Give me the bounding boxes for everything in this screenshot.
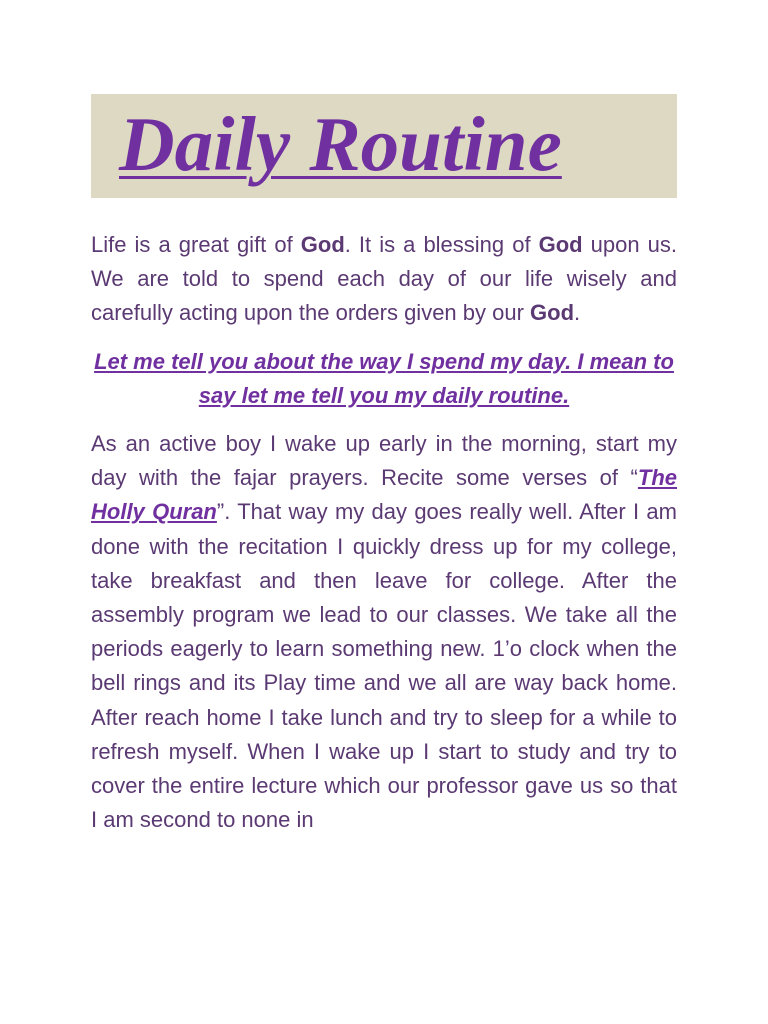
intro-text-4: . [574, 300, 581, 326]
routine-text-2: ”. That way my day goes really well. After I am done with the recitation I quickly dress up for my college, take breakfast and then leave for college. After the assembly program we lead to our classes. We take all the periods eagerly to learn something new. 1’o clock when the bell rings and its Play time and we all are way back home. After reach home I take lunch and try to sleep for a while to refresh myself. When I wake up I start to study and try to cover the entire lecture which our professor gave us so that I am second to none in [91, 499, 677, 833]
intro-text-1: Life is a great gift of [91, 232, 301, 257]
intro-text-3: upon us. We are told to spend each day of our life wisely and carefully acting upon the orders given by our [91, 232, 678, 326]
emphasis-paragraph: Let me tell you about the way I spend my day. I mean to say let me tell you my daily routine. [94, 348, 674, 408]
routine-paragraph [91, 427, 677, 837]
document-page [91, 94, 677, 837]
intro-text-2: . It is a blessing of [344, 232, 539, 257]
routine-text-1: As an active boy I wake up early in the morning, start my day with the fajar prayers. Recite some verses of “ [91, 431, 677, 491]
god-word-2: God [538, 232, 583, 257]
quran-title: The Holly Quran [91, 465, 677, 525]
god-word-3: God [530, 300, 575, 326]
intro-paragraph [91, 228, 677, 331]
god-word-1: God [300, 232, 345, 257]
page-title: Daily Routine [119, 101, 562, 187]
title-banner [91, 94, 677, 198]
